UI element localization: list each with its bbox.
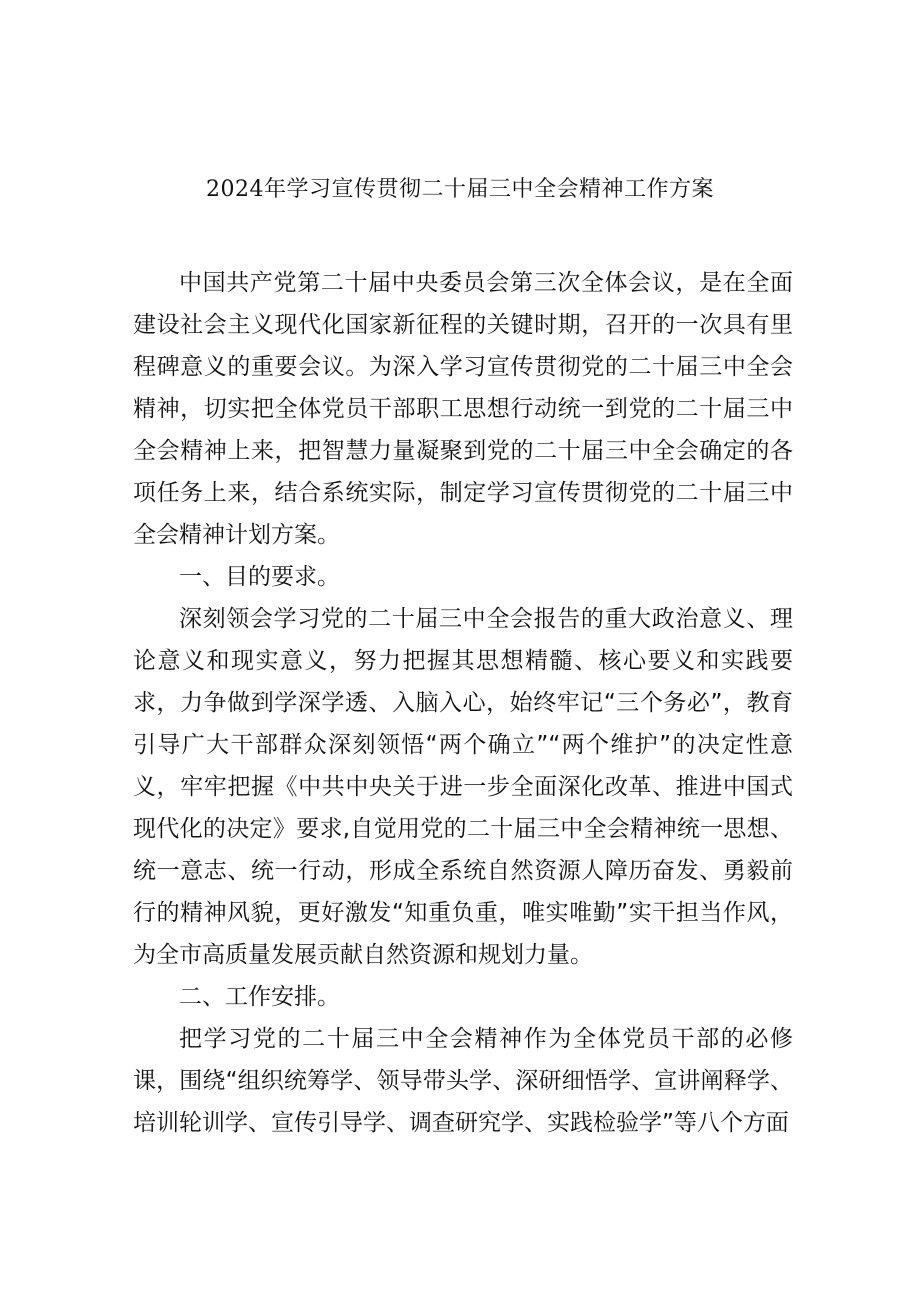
document-body	[133, 262, 793, 1144]
objectives-paragraph: 深刻领会学习党的二十届三中全会报告的重大政治意义、理论意义和现实意义，努力把握其思想精髓、核心要义和实践要求，力争做到学深学透、入脑入心，始终牢记“三个务必”，教育引导广大干部群众深刻领悟“两个确立”“两个维护”的决定性意义，牢牢把握《中共中央关于进一步全面深化改革、推进中国式现代化的决定》要求,自觉用党的二十届三中全会精神统一思想、统一意志、统一行动，形成全系统自然资源人障历奋发、勇毅前行的精神风貌，更好激发“知重负重，唯实唯勤”实干担当作风，为全市高质量发展贡献自然资源和规划力量。	[133, 606, 793, 968]
document-title: 2024年学习宣传贯彻二十届三中全会精神工作方案	[206, 177, 714, 202]
section-heading-objectives: 一、目的要求。	[179, 564, 340, 590]
section-heading-arrangements: 二、工作安排。	[179, 984, 340, 1010]
intro-paragraph: 中国共产党第二十届中央委员会第三次全体会议，是在全面建设社会主义现代化国家新征程的关键时期，召开的一次具有里程碑意义的重要会议。为深入学习宣传贯彻党的二十届三中全会精神，切实把全体党员干部职工思想行动统一到党的二十届三中全会精神上来，把智慧力量凝聚到党的二十届三中全会确定的各项任务上来，结合系统实际，制定学习宣传贯彻党的二十届三中全会精神计划方案。	[133, 270, 793, 548]
arrangements-paragraph: 把学习党的二十届三中全会精神作为全体党员干部的必修课，围绕“组织统筹学、领导带头学、深研细悟学、宣讲阐释学、培训轮训学、宣传引导学、调查研究学、实践检验学”等八个方面	[133, 1026, 793, 1136]
